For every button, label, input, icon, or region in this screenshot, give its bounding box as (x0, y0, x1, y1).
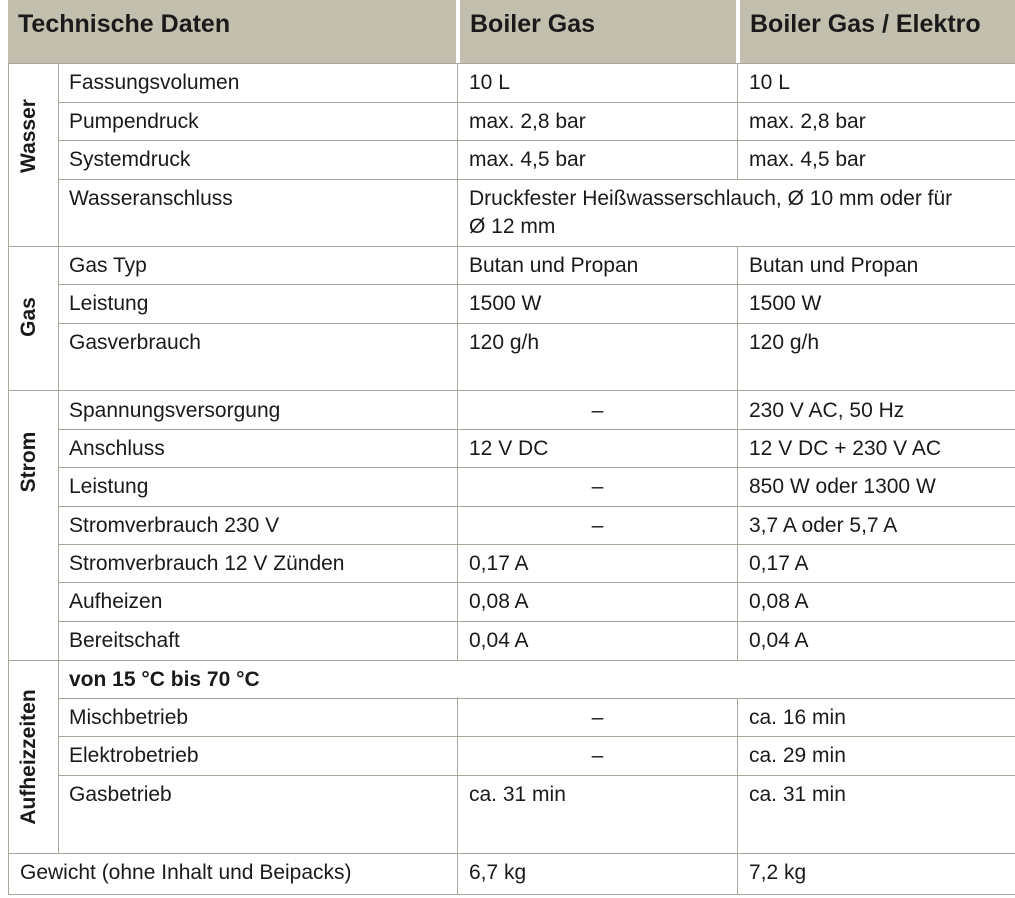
value-boiler-gas-elektro: max. 4,5 bar (749, 148, 866, 171)
row-label: Aufheizen (69, 590, 163, 613)
row-label: Mischbetrieb (69, 706, 189, 729)
row-label: Gasbetrieb (69, 783, 172, 806)
grid-line (8, 894, 1015, 895)
section-label-strom: Strom (17, 431, 40, 493)
value-boiler-gas: 0,17 A (469, 552, 529, 575)
column-header-boiler-gas-elektro: Boiler Gas / Elektro (750, 10, 981, 38)
column-header-boiler-gas: Boiler Gas (470, 10, 596, 38)
row-label: Wasseranschluss (69, 187, 233, 210)
row-label: Pumpendruck (69, 110, 199, 133)
row-label: Bereitschaft (69, 629, 180, 652)
grid-line (58, 284, 1015, 285)
grid-line (8, 390, 1015, 391)
value-boiler-gas: 0,08 A (469, 590, 529, 613)
section-label-aufheizzeiten: Aufheizzeiten (17, 689, 40, 825)
row-label-gewicht: Gewicht (ohne Inhalt und Beipacks) (20, 861, 352, 884)
value-boiler-gas: 10 L (469, 71, 510, 94)
row-label: Leistung (69, 475, 149, 498)
value-boiler-gas: 120 g/h (469, 331, 540, 354)
value-boiler-gas-elektro: max. 2,8 bar (749, 110, 866, 133)
value-boiler-gas: – (591, 706, 604, 729)
grid-line (58, 429, 1015, 430)
row-label: Fassungsvolumen (69, 71, 240, 94)
grid-line (58, 736, 1015, 737)
grid-line (737, 63, 738, 180)
grid-line (58, 506, 1015, 507)
row-label: Gasverbrauch (69, 331, 201, 354)
value-boiler-gas: 12 V DC (469, 437, 549, 460)
value-boiler-gas: 6,7 kg (469, 861, 527, 884)
grid-line (58, 323, 1015, 324)
value-boiler-gas: 1500 W (469, 292, 542, 315)
value-merged-line-1: Druckfester Heißwasserschlauch, Ø 10 mm oder für (469, 187, 953, 210)
value-boiler-gas-elektro: 10 L (749, 71, 790, 94)
grid-line (58, 467, 1015, 468)
temperature-range-label: von 15 °C bis 70 °C (69, 668, 260, 691)
grid-line (58, 140, 1015, 141)
value-boiler-gas-elektro: ca. 29 min (749, 744, 846, 767)
grid-line (8, 246, 1015, 247)
grid-line (8, 63, 1015, 64)
value-boiler-gas-elektro: 230 V AC, 50 Hz (749, 399, 905, 422)
header-cell-boiler-gas-elektro (740, 0, 1015, 63)
value-boiler-gas-elektro: 0,04 A (749, 629, 809, 652)
value-boiler-gas-elektro: ca. 31 min (749, 783, 846, 806)
header-cell-boiler-gas (460, 0, 736, 63)
value-boiler-gas: – (591, 399, 604, 422)
grid-line (737, 698, 738, 895)
row-label: Leistung (69, 292, 149, 315)
value-boiler-gas: – (591, 475, 604, 498)
grid-line (58, 102, 1015, 103)
grid-line (58, 544, 1015, 545)
value-boiler-gas-elektro: Butan und Propan (749, 254, 919, 277)
value-boiler-gas-elektro: ca. 16 min (749, 706, 846, 729)
grid-line (8, 63, 9, 895)
section-label-wasser: Wasser (17, 99, 40, 173)
grid-line (8, 660, 1015, 661)
row-label: Spannungsversorgung (69, 399, 281, 422)
grid-line (737, 246, 738, 660)
value-boiler-gas: ca. 31 min (469, 783, 566, 806)
value-boiler-gas-elektro: 0,17 A (749, 552, 809, 575)
value-boiler-gas-elektro: 7,2 kg (749, 861, 807, 884)
value-boiler-gas: max. 4,5 bar (469, 148, 586, 171)
section-label-gas: Gas (17, 297, 40, 337)
value-boiler-gas: Butan und Propan (469, 254, 639, 277)
row-label: Systemdruck (69, 148, 191, 171)
row-label: Anschluss (69, 437, 165, 460)
grid-line (8, 853, 1015, 854)
grid-line (58, 698, 1015, 699)
row-label: Elektrobetrieb (69, 744, 199, 767)
value-boiler-gas-elektro: 12 V DC + 230 V AC (749, 437, 942, 460)
grid-line (58, 63, 59, 853)
value-boiler-gas-elektro: 3,7 A oder 5,7 A (749, 514, 898, 537)
value-boiler-gas-elektro: 0,08 A (749, 590, 809, 613)
value-boiler-gas: – (591, 744, 604, 767)
value-boiler-gas: 0,04 A (469, 629, 529, 652)
grid-gap (457, 661, 459, 697)
header-cell-title (8, 0, 456, 63)
value-boiler-gas-elektro: 1500 W (749, 292, 822, 315)
value-boiler-gas: – (591, 514, 604, 537)
grid-line (58, 621, 1015, 622)
row-label: Stromverbrauch 230 V (69, 514, 280, 537)
grid-line (58, 582, 1015, 583)
grid-line (58, 179, 1015, 180)
grid-line (58, 775, 1015, 776)
value-merged-line-2: Ø 12 mm (469, 215, 556, 238)
value-boiler-gas: max. 2,8 bar (469, 110, 586, 133)
row-label: Stromverbrauch 12 V Zünden (69, 552, 345, 575)
table-title: Technische Daten (18, 10, 231, 38)
value-boiler-gas-elektro: 850 W oder 1300 W (749, 475, 936, 498)
row-label: Gas Typ (69, 254, 147, 277)
value-boiler-gas-elektro: 120 g/h (749, 331, 820, 354)
